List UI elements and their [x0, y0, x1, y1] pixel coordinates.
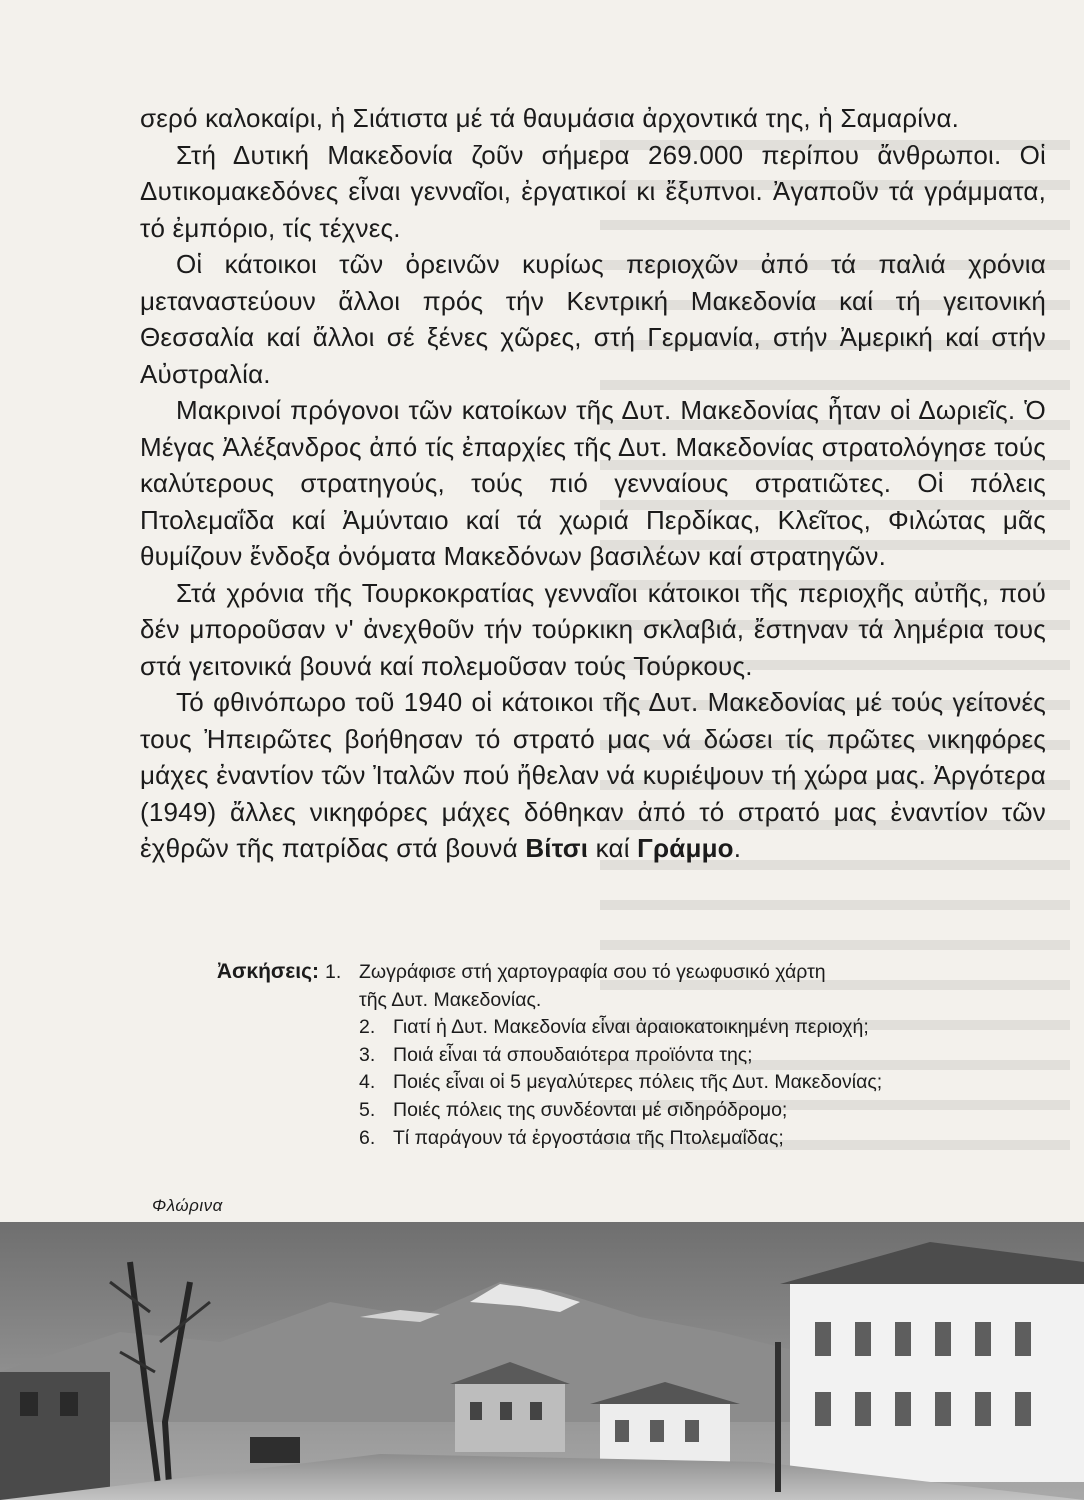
paragraph-6-text: Τό φθινόπωρο τοῦ 1940 οἱ κάτοικοι τῆς Δυτ. Μακεδονίας μέ τούς γείτονές τους Ἠπειρῶτες βοήθησαν τό στρατό μας νά δώσει τίς πρῶτες νικηφόρες μάχες ἐναντίον τῶν Ἰταλῶν πού ἤθελαν νά κυριέψουν τή χώρα μας. Ἀργότερα (1949) ἄλλες νικηφόρες μάχες δόθηκαν ἀπό τό στρατό μας ἐναντίον τῶν ἐχθρῶν τῆς πατρίδας στά βουνά — [140, 687, 1046, 863]
exercise-text: τῆς Δυτ. Μακεδονίας. — [359, 988, 542, 1011]
paragraph-3: Οἱ κάτοικοι τῶν ὀρεινῶν κυρίως περιοχῶν ἀπό τά παλιά χρόνια μεταναστεύουν ἄλλοι πρός τήν Κεντρική Μακεδονία καί τή γειτονική Θεσσαλία καί ἄλλοι σέ ξένες χῶρες, στή Γερμανία, στήν Ἀμερική καί στήν Αὐστραλία. — [140, 249, 1046, 389]
exercise-item — [150, 1042, 1030, 1070]
paragraph-6-and: καί — [595, 833, 630, 863]
exercise-number: 6. — [359, 1126, 376, 1149]
paragraph-6 — [140, 684, 1046, 867]
exercise-item — [150, 958, 1030, 987]
paragraph-4: Μακρινοί πρόγονοι τῶν κατοίκων τῆς Δυτ. Μακεδονίας ἦταν οἱ Δωριεῖς. Ὁ Μέγας Ἀλέξανδρος ἀπό τίς ἐπαρχίες τῆς Δυτ. Μακεδονίας στρατολόγησε τούς καλύτερους στρατηγούς, τούς πιό γενναίους στρατιῶτες. Οἱ πόλεις Πτολεμαΐδα καί Ἀμύνταιο καί τά χωριά Περδίκας, Κλεῖτος, Φιλώτας μᾶς θυμίζουν ἔνδοξα ὀνόματα Μακεδόνων βασιλέων καί στρατηγῶν. — [140, 395, 1046, 571]
bold-place-vitsi: Βίτσι — [525, 833, 589, 863]
exercise-text: Ποιές εἶναι οἱ 5 μεγαλύτερες πόλεις τῆς Δυτ. Μακεδονίας; — [393, 1071, 883, 1094]
exercise-text: Ζωγράφισε στή χαρτογραφία σου τό γεωφυσικό χάρτη — [359, 961, 826, 983]
exercise-item — [150, 1097, 1030, 1125]
exercises-heading: Ἀσκήσεις: — [216, 960, 319, 983]
exercise-item — [150, 1014, 1030, 1042]
exercise-number: 4. — [359, 1071, 376, 1094]
bold-place-grammos: Γράμμο — [637, 833, 734, 863]
body-text — [140, 100, 1046, 867]
exercise-text: Τί παράγουν τά ἐργοστάσια τῆς Πτολεμαΐδας; — [393, 1126, 784, 1149]
photo-caption: Φλώρινα — [152, 1196, 223, 1215]
exercise-item-continuation — [150, 987, 1030, 1015]
paragraph-5: Στά χρόνια τῆς Τουρκοκρατίας γενναῖοι κάτοικοι τῆς περιοχῆς αὐτῆς, πού δέν μποροῦσαν ν' ἀνεχθοῦν τήν τούρκικη σκλαβιά, ἔστηναν τά λημέρια τους στά γειτονικά βουνά καί πολεμοῦσαν τούς Τούρκους. — [140, 577, 1046, 681]
exercise-text: Γιατί ἡ Δυτ. Μακεδονία εἶναι ἀραιοκατοικημένη περιοχή; — [393, 1016, 869, 1039]
exercise-text: Ποιές πόλεις της συνδέονται μέ σιδηρόδρομο; — [393, 1098, 788, 1121]
exercise-item — [150, 1125, 1030, 1153]
florina-street-photo — [0, 1222, 1084, 1500]
exercise-number: 3. — [359, 1043, 376, 1066]
paragraph-6-end: . — [733, 833, 742, 863]
exercise-number: 1. — [325, 961, 342, 983]
paragraph-1: σερό καλοκαίρι, ἡ Σιάτιστα μέ τά θαυμάσια ἀρχοντικά της, ἡ Σαμαρίνα. — [140, 103, 960, 133]
exercise-item — [150, 1069, 1030, 1097]
exercise-number: 2. — [359, 1016, 376, 1039]
exercise-number: 5. — [359, 1098, 376, 1121]
paragraph-2: Στή Δυτική Μακεδονία ζοῦν σήμερα 269.000 περίπου ἄνθρωποι. Οἱ Δυτικομακεδόνες εἶναι γενναῖοι, ἐργατικοί κι ἔξυπνοι. Ἀγαποῦν τά γράμματα, τό ἐμπόριο, τίς τέχνες. — [140, 139, 1046, 243]
exercise-text: Ποιά εἶναι τά σπουδαιότερα προϊόντα της; — [393, 1043, 753, 1066]
exercises-section — [150, 958, 1030, 1152]
